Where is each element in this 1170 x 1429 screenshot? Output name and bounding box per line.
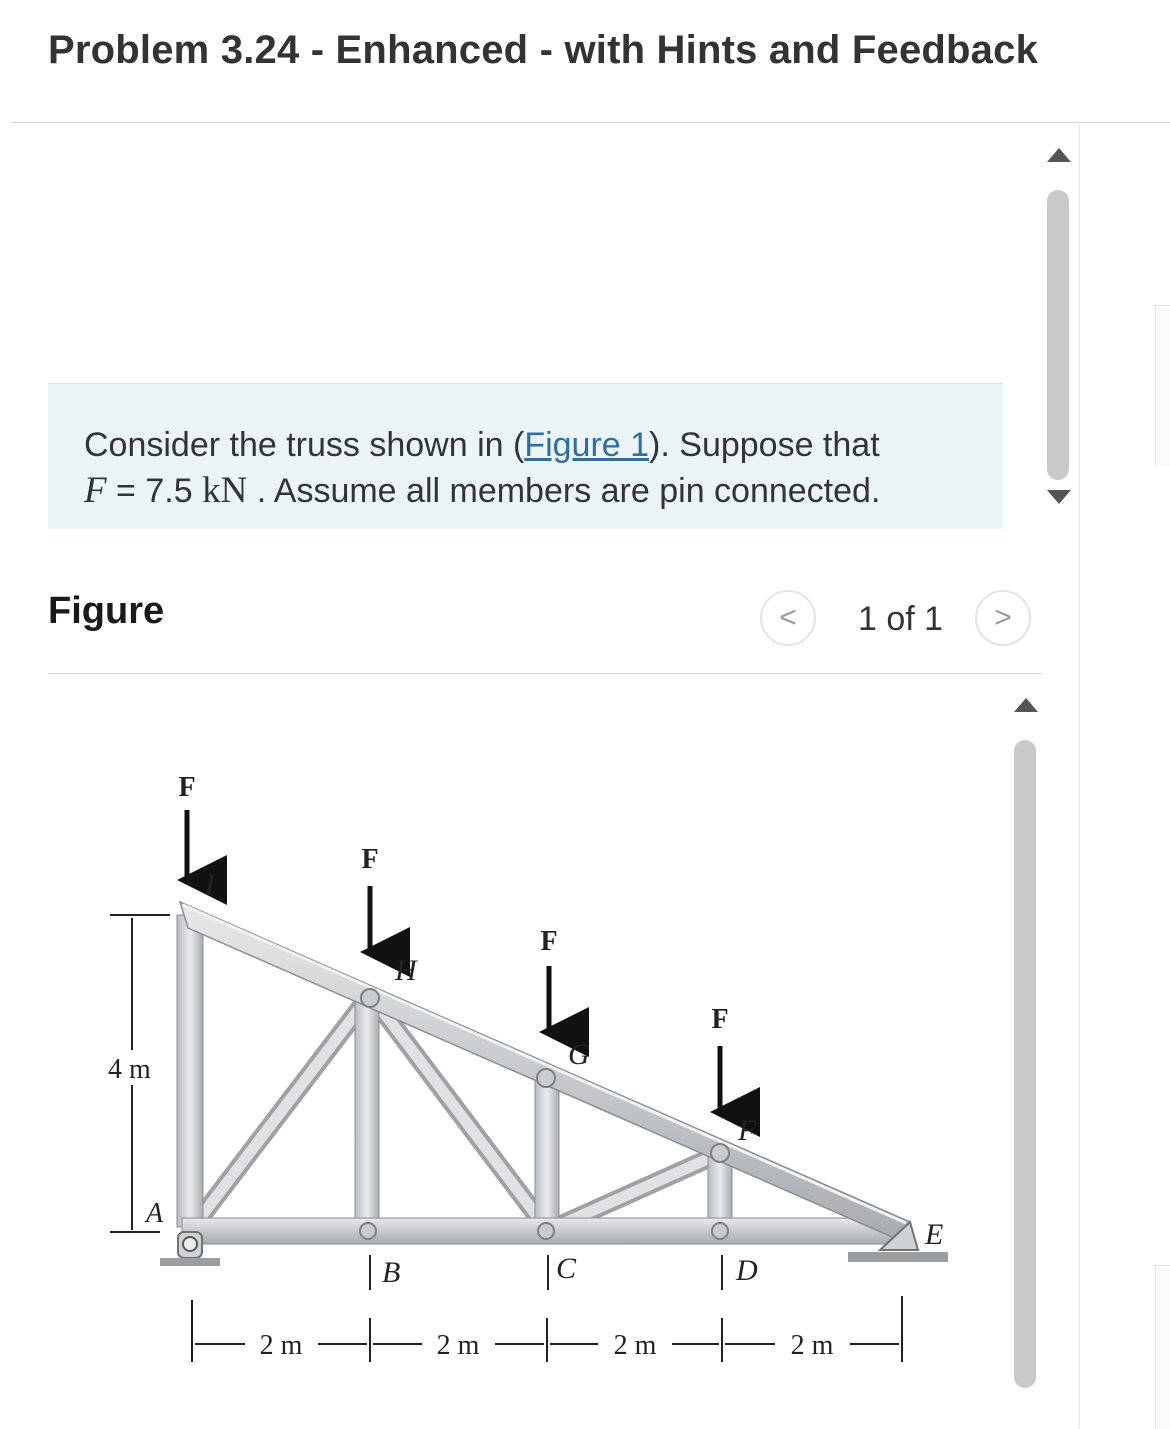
- scroll-down-icon[interactable]: [1047, 490, 1071, 504]
- joint-label-c: C: [556, 1252, 577, 1285]
- chevron-left-icon: <: [779, 601, 797, 634]
- span-label: 2 m: [790, 1330, 834, 1361]
- member-ai: [177, 915, 203, 1227]
- page-title: Problem 3.24 - Enhanced - with Hints and Feedback: [48, 28, 1039, 72]
- figure-scrollbar[interactable]: [1011, 698, 1041, 1428]
- scroll-up-icon[interactable]: [1014, 698, 1038, 712]
- joint-label-g: G: [568, 1038, 590, 1071]
- member-hb: [355, 1000, 379, 1228]
- pin-b: [360, 1223, 376, 1239]
- joint-label-h: H: [395, 954, 417, 987]
- pin-c: [538, 1223, 554, 1239]
- side-panel-edge: [1155, 305, 1170, 466]
- force-unit: kN: [202, 470, 248, 511]
- scroll-up-icon[interactable]: [1047, 148, 1071, 162]
- joint-label-b: B: [382, 1256, 401, 1289]
- problem-text: . Assume all members are pin connected.: [247, 472, 881, 510]
- problem-text: Consider the truss shown in (: [84, 426, 525, 464]
- span-label: 2 m: [436, 1330, 480, 1361]
- member-ah-highlight: [197, 1000, 366, 1222]
- span-label: 2 m: [613, 1330, 657, 1361]
- force-value: = 7.5: [106, 472, 203, 510]
- force-variable: F: [84, 470, 107, 511]
- load-label: F: [178, 772, 196, 803]
- scrollbar-thumb[interactable]: [1014, 740, 1036, 1388]
- span-label: 2 m: [259, 1330, 303, 1361]
- figure-page-count: 1 of 1: [858, 600, 944, 638]
- joint-label-e: E: [925, 1218, 944, 1251]
- pin-f: [711, 1144, 729, 1162]
- joint-label-f: F: [738, 1114, 757, 1147]
- chevron-right-icon: >: [994, 601, 1012, 634]
- pin-d: [712, 1223, 728, 1239]
- figure-heading: Figure: [48, 590, 165, 632]
- pin-h: [361, 989, 379, 1007]
- load-label: F: [361, 844, 379, 875]
- joint-label-a: A: [146, 1198, 164, 1229]
- scrollbar-thumb[interactable]: [1047, 190, 1069, 480]
- figure-1-link[interactable]: Figure 1: [524, 426, 650, 464]
- problem-text: ). Suppose that: [649, 426, 880, 464]
- joint-label-i: I: [205, 868, 215, 901]
- side-panel-edge-lower: [1155, 1265, 1170, 1429]
- member-gc: [535, 1080, 559, 1228]
- load-label: F: [711, 1004, 729, 1035]
- joint-label-d: D: [736, 1254, 758, 1287]
- load-label: F: [540, 926, 558, 957]
- height-dimension-label: 4 m: [108, 1054, 151, 1085]
- problem-scrollbar[interactable]: [1044, 148, 1074, 518]
- pin-g: [537, 1069, 555, 1087]
- member-cf-highlight: [558, 1157, 712, 1226]
- panel-divider: [1079, 124, 1080, 1428]
